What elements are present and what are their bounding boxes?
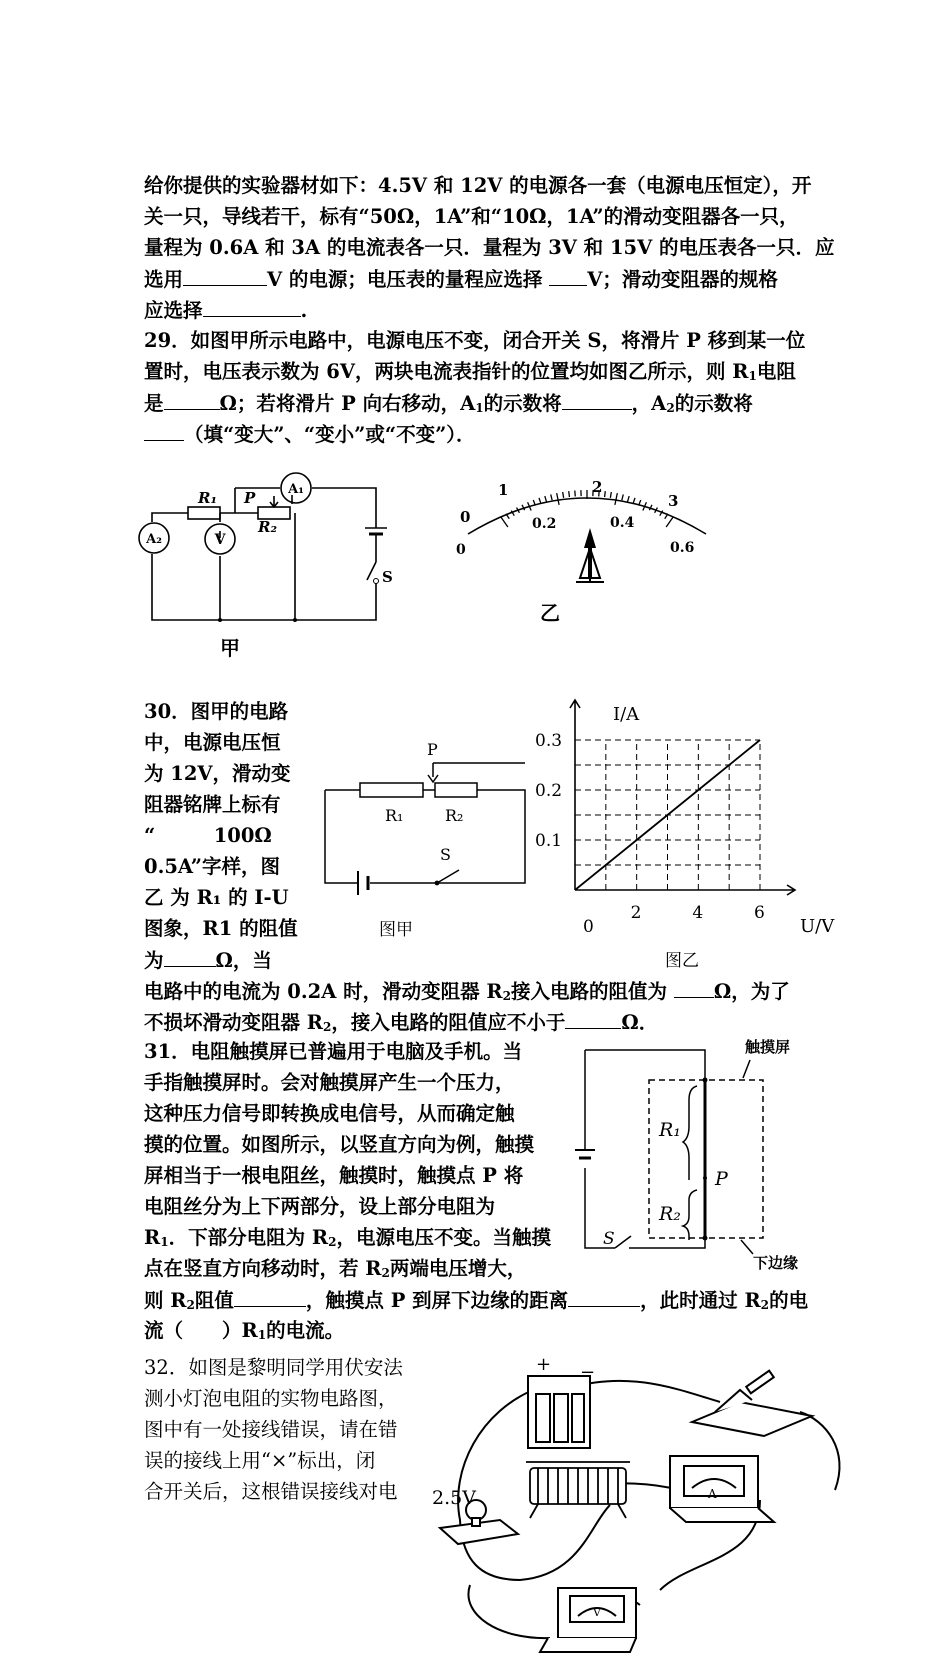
ammeter-a2-label: A₂ [146,532,162,547]
r1-label: R₁ [659,1119,681,1141]
chart-x-tick-label: 2 [630,903,642,923]
q32-line: 32．如图是黎明同学用伏安法 [144,1356,403,1379]
r2-label: R₂ [659,1203,681,1225]
dial-tick [615,493,617,505]
q29-line-3 [144,391,753,420]
subscript: 1 [257,1327,267,1342]
dial-tick [666,517,673,527]
dial-bottom-label: 0.2 [532,516,557,532]
q31-line: 电阻丝分为上下两部分，设上部分电阻为 [144,1195,496,1218]
chart-xlabel: U/V [800,916,835,937]
q31-text: ，此时通过 R [640,1289,761,1312]
q28-text: 应选择 [144,299,203,322]
q31-text: 点在竖直方向移动时，若 R [144,1257,382,1280]
q31-text: 则 R [144,1289,187,1312]
q29-text: Ω；若将滑片 P 向右移动，A [219,392,476,415]
voltmeter-label: V [593,1606,601,1619]
q30-text: 不损坏滑动变阻器 R [144,1011,323,1034]
q29-text: ，A [631,392,667,415]
q28-line-4 [144,267,778,292]
q32-line: 测小灯泡电阻的实物电路图， [144,1387,398,1410]
dial-top-label: 2 [592,478,603,496]
battery-minus-label: − [580,1362,596,1383]
answer-blank-r2-min[interactable] [565,1010,621,1029]
q28-line-1: 给你提供的实验器材如下：4.5V 和 12V 的电源各一套（电源电压恒定），开 [144,174,812,197]
bulb-rating-label: 2.5V [432,1487,476,1509]
q30-side-line: 乙 为 R₁ 的 I-U [144,886,289,909]
q31-line-9 [144,1288,808,1317]
q31-text: 的电流。 [266,1319,345,1342]
meter-needle [584,528,596,578]
bottom-edge-label: 下边缘 [753,1254,799,1272]
chart-y-tick-label: 0.1 [535,831,563,851]
touchscreen-label: 触摸屏 [745,1038,791,1056]
dial-tick [627,496,629,502]
q29-meter-yi [440,470,740,670]
q31-line: 手指触摸屏时。会对触摸屏产生一个压力， [144,1071,515,1094]
q31-line: 31．电阻触摸屏已普遍用于电脑及手机。当 [144,1040,523,1063]
q30-iu-chart [535,700,845,970]
q30-side-line: 图象，R1 的阻值 [144,917,298,940]
q28-text: 选用 [144,268,184,291]
dial-tick [551,494,552,500]
dial-tick [605,491,606,497]
q29-text: 电阻 [756,360,796,383]
dial-tick [557,493,559,505]
q32-line: 合开关后，这根错误接线对电 [144,1480,398,1503]
answer-blank-a2[interactable] [144,422,184,441]
q31-line: 屏相当于一根电阻丝，触摸时，触摸点 P 将 [144,1164,524,1187]
q30-side-line: “ 100Ω [144,824,272,847]
q31-text: 阻值 [194,1289,234,1312]
ammeter-a1-label: A₁ [288,482,304,497]
q31-text: 两端电压增大， [389,1257,527,1280]
q31-text: R [144,1226,161,1249]
q31-line-10 [144,1319,344,1347]
battery-box [528,1376,590,1448]
dial-bottom-label: 0.6 [670,540,695,556]
q29-line-1: 29．如图甲所示电路中，电源电压不变，闭合开关 S，将滑片 P 移到某一位 [144,329,806,352]
r1-label: R₁ [385,806,404,825]
dial-bottom-label: 0.4 [610,515,635,531]
q30-side-line: 0.5A”字样，图 [144,855,280,878]
q30-side-line: 中，电源电压恒 [144,731,281,754]
answer-blank-r2-change[interactable] [234,1288,306,1307]
chart-x-axis [575,885,795,895]
p-label: P [427,740,438,759]
q31-touchscreen-figure [575,1030,845,1270]
q30-circuit-jia [315,735,545,945]
q29-circuit-jia [140,470,400,660]
q29-line-2 [144,360,796,388]
q30-text: Ω． [621,1011,659,1034]
q31-text: ，触摸点 P 到屏下边缘的距离 [305,1289,569,1312]
r2-label: R₂ [445,806,464,825]
answer-blank-r1[interactable] [164,391,220,410]
voltmeter-label: V [214,532,226,548]
answer-blank-a1[interactable] [562,391,632,410]
q29-line-4 [144,422,476,447]
q30-text: 接入电路的阻值为 [511,980,674,1003]
q32-physical-circuit [432,1350,820,1665]
q31-text: 流（ ）R [144,1319,258,1342]
r1-label: R₁ [198,489,218,507]
q30-text: ，接入电路的阻值应不小于 [331,1011,566,1034]
chart-y-tick-label: 0.3 [535,731,563,751]
subscript: 2 [323,1019,332,1034]
subscript: 1 [160,1234,169,1249]
answer-blank-r2-value[interactable] [674,979,714,998]
answer-blank-power[interactable] [183,267,267,286]
p-label: P [244,489,256,507]
q30-side-line: 为 12V，滑动变 [144,762,291,785]
ammeter-label: A [708,1487,717,1501]
q29-text: 的示数将 [483,392,562,415]
switch-label: S [382,568,393,586]
knife-switch [692,1371,812,1436]
chart-tick-labels [535,731,765,923]
q32-line: 误的接线上用“×”标出，闭 [144,1449,376,1472]
answer-blank-r1-value[interactable] [164,948,216,967]
dial-tick [610,492,611,498]
q32-line: 图中有一处接线错误，请在错 [144,1418,398,1441]
q29-text: （填“变大”、“变小”或“不变”）． [184,423,476,446]
q31-text: 的电 [769,1289,809,1312]
q30-text: Ω，当 [215,949,272,972]
answer-blank-distance[interactable] [568,1288,640,1307]
q28-line-2: 关一只，导线若干，标有“50Ω，1A”和“10Ω，1A”的滑动变阻器各一只， [144,205,799,228]
dial-tick [563,492,564,498]
r2-label: R₂ [258,518,278,536]
q28-text: V；滑动变阻器的规格 [587,268,778,291]
dial-top-label: 3 [668,492,679,510]
q31-line-7 [144,1226,551,1254]
q31-line-8 [144,1257,526,1285]
q28-line-3: 量程为 0.6A 和 3A 的电流表各一只．量程为 3V 和 15V 的电压表各一只．应 [144,236,835,259]
q28-line-5 [144,298,307,323]
dial-ticks [501,490,673,527]
chart-ylabel: I/A [613,704,640,725]
dial-top-label: 1 [498,481,509,499]
figure-caption-jia: 图甲 [379,920,413,940]
dial-tick [569,491,570,497]
subscript: 2 [381,1265,390,1280]
subscript: 1 [475,400,484,415]
subscript: 2 [186,1297,195,1312]
q29-text: 的示数将 [674,392,753,415]
battery-plus-label: + [536,1354,552,1375]
dial-tick [539,498,541,504]
q30-line-10 [144,979,790,1008]
answer-blank-rheostat[interactable] [203,298,301,317]
q30-text: 为 [144,949,164,972]
chart-x-tick-label: 6 [754,903,765,923]
q31-text: ．下部分电阻为 R [168,1226,329,1249]
q31-text: ，电源电压不变。当触摸 [336,1226,552,1249]
dial-bottom-label: 0 [456,542,466,558]
q30-side-line: 30．图甲的电路 [144,700,289,723]
figure-caption-jia: 甲 [220,636,240,660]
chart-origin-label: 0 [583,917,594,937]
ammeter [670,1456,774,1522]
voltmeter [540,1588,636,1652]
q29-text: 置时，电压表示数为 6V，两块电流表指针的位置均如图乙所示，则 R [144,360,749,383]
q30-line-9 [144,948,272,973]
chart-y-tick-label: 0.2 [535,781,563,801]
dial-tick [545,496,547,502]
p-label: P [715,1168,728,1190]
chart-y-axis [570,700,580,890]
chart-caption: 图乙 [665,951,699,971]
q31-line: 这种压力信号即转换成电信号，从而确定触 [144,1102,515,1125]
subscript: 2 [760,1297,770,1312]
dial-tick [501,517,508,527]
q31-line: 摸的位置。如图所示，以竖直方向为例，触摸 [144,1133,535,1156]
q30-text: Ω，为了 [713,980,790,1003]
q29-text: 是 [144,392,164,415]
switch-label: S [603,1229,615,1249]
dial-top-label: 0 [460,508,471,526]
figure-caption-yi: 乙 [540,601,560,625]
subscript: 2 [502,988,512,1003]
chart-x-tick-label: 4 [692,903,704,923]
q28-text: . [300,299,308,322]
q30-text: 电路中的电流为 0.2A 时，滑动变阻器 R [144,980,503,1003]
rheostat [526,1462,630,1518]
subscript: 2 [666,400,675,415]
answer-blank-voltmeter-range[interactable] [549,267,587,286]
subscript: 2 [328,1234,337,1249]
dial-tick [633,498,635,504]
subscript: 1 [748,368,757,383]
q28-text: V 的电源；电压表的量程应选择 [267,268,550,291]
dial-tick [622,494,623,500]
q30-side-line: 阻器铭牌上标有 [144,793,281,816]
switch-label: S [440,845,451,864]
